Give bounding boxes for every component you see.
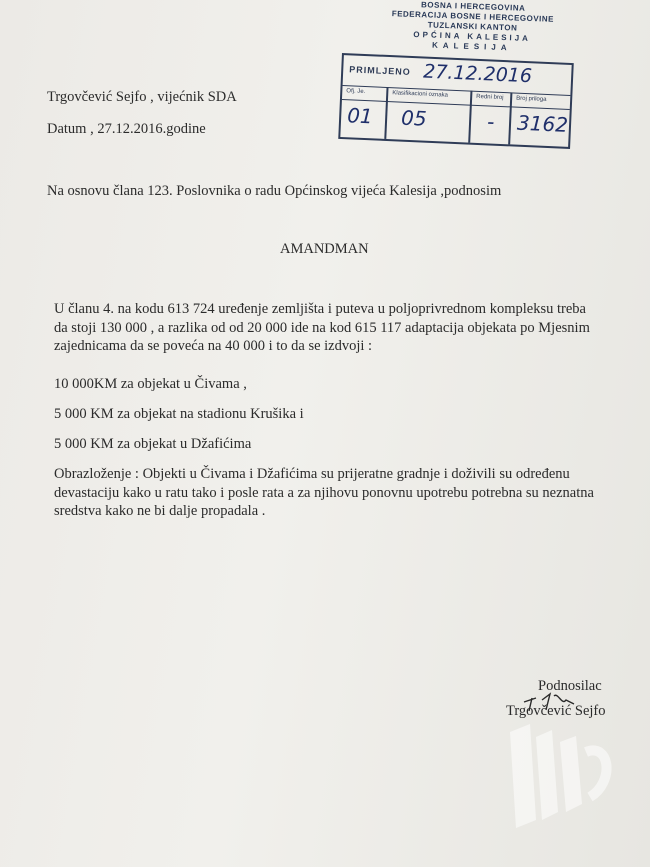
received-stamp [338,53,574,149]
received-date: 27.12.2016 [422,60,533,88]
body-paragraph [54,300,590,356]
stamp-header-line: KALESIJA [431,40,512,53]
reason-paragraph [54,465,594,521]
stamp-col-header: Ofj. Je. [346,88,366,96]
submitter-label: Podnosilac [538,678,602,694]
date-line: Datum , 27.12.2016.godine [47,121,206,137]
watermark-logo [490,712,620,832]
allocation-item: 5 000 KM za objekat u Džafićima [54,436,252,452]
intro-line: Na osnovu člana 123. Poslovnika o radu Općinskog vijeća Kalesija ,podnosim [47,183,502,199]
document-title: AMANDMAN [280,241,369,257]
reason-line: devastaciju kako u ratu tako i posle rata a za njihovu ponovnu upotrebu potrebna su neznatna [54,484,594,501]
stamp-serial: - [486,109,495,134]
allocation-item: 5 000 KM za objekat na stadionu Krušika i [54,406,304,422]
body-line: zajednicama da se poveća na 40 000 i to da se izdvoji : [54,338,373,354]
body-line: da stoji 130 000 , a razlika od od 20 000 ide na kod 615 117 adaptacija objekata po Mjesnim [54,319,590,336]
stamp-header-line: FEDERACIJA BOSNE I HERCEGOVINE [391,9,555,24]
stamp-col-header: Klasifikacioni oznaka [392,90,449,99]
stamp-header-line: TUZLANSKI KANTON [427,20,518,33]
author-line: Trgovčević Sejfo , vijećnik SDA [47,89,237,105]
allocation-item: 10 000KM za objekat u Čivama , [54,376,247,392]
stamp-header-line: BOSNA I HERCEGOVINA [420,0,526,13]
stamp-header-line: OPĆINA KALESIJA [413,29,532,44]
received-label: PRIMLJENO [349,64,411,77]
reason-line: Obrazloženje : Objekti u Čivama i Džafićima su prijeratne gradnje i doživili su određenu [54,466,570,482]
stamp-org-unit: 01 [346,103,374,129]
body-line: U članu 4. na kodu 613 724 uređenje zemljišta i puteva u poljoprivrednom kompleksu treba [54,301,586,317]
stamp-header [364,0,581,56]
stamp-col-header: Broj priloga [516,95,547,103]
submitter-name: Trgovčević Sejfo [506,703,606,719]
stamp-col-header: Redni broj [476,93,504,102]
stamp-number: 3162 [516,110,569,137]
stamp-classification: 05 [400,105,428,131]
reason-line: sredstva kako ne bi dalje propadala . [54,503,266,519]
